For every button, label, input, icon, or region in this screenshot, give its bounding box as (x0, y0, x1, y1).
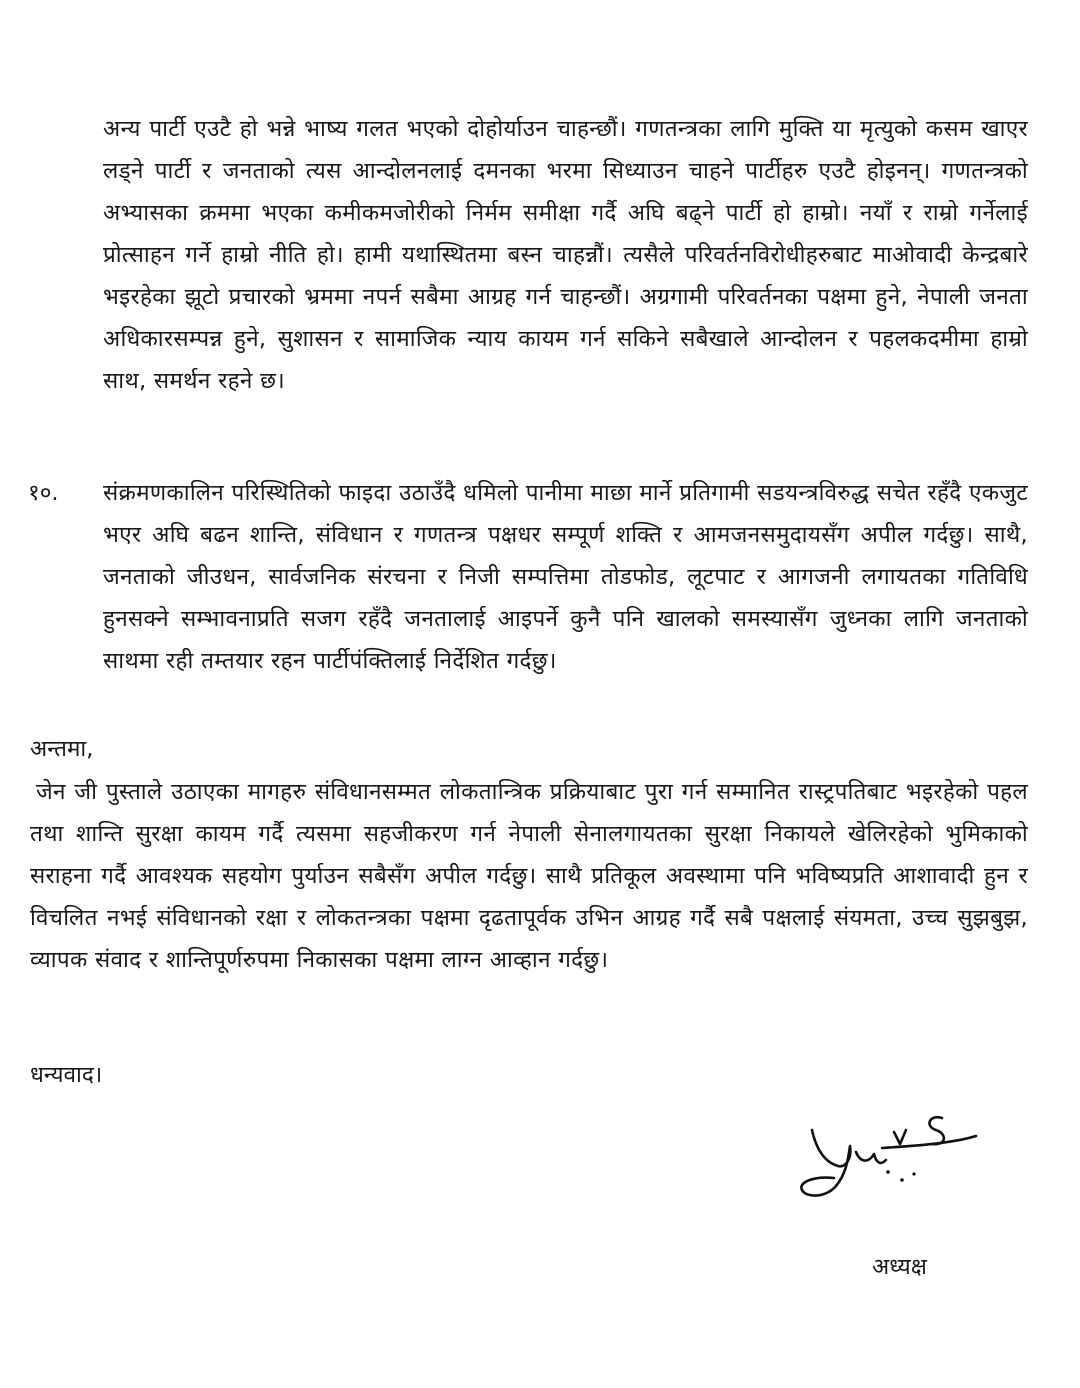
thanks-text: धन्यवाद। (30, 1062, 103, 1088)
closing-heading: अन्तमा, (30, 736, 94, 762)
closing-paragraph: जेन जी पुस्ताले उठाएका मागहरु संविधानसम्मत लोकतान्त्रिक प्रक्रियाबाट पुरा गर्न सम्मानित रास्ट्रपतिबाट भइरहेको पहल तथा शान्ति सुरक्षा कायम गर्दै त्यसमा सहजीकरण गर्न नेपाली सेनालगायतका सुरक्षा निकायले खेलिरहेको भुमिकाको सराहना गर्दै आवश्यक सहयोग पुर्याउन सबैसँग अपील गर्दछु। साथै प्रतिकूल अवस्थामा पनि भविष्यप्रति आशावादी हुन र विचलित नभई संविधानको रक्षा र लोकतन्त्रका पक्षमा दृढतापूर्वक उभिन आग्रह गर्दै सबै पक्षलाई संयमता, उच्च सुझबुझ, व्यापक संवाद र शान्तिपूर्णरुपमा निकासका पक्षमा लाग्न आव्हान गर्दछु। (30, 779, 1028, 973)
item-10-text: संक्रमणकालिन परिस्थितिको फाइदा उठाउँदै धमिलो पानीमा माछा मार्ने प्रतिगामी सडयन्त्रविरुद्ध सचेत रहँदै एकजुट भएर अघि बढन शान्ति, संविधान र गणतन्त्र पक्षधर सम्पूर्ण शक्ति र आमजनसमुदायसँग अपील गर्दछु। साथै, जनताको जीउधन, सार्वजनिक संरचना र निजी सम्पत्तिमा तोडफोड, लूटपाट र आगजनी लगायतका गतिविधि हुनसक्ने सम्भावनाप्रति सजग रहँदै जनतालाई आइपर्ने कुनै पनि खालको समस्यासँग जुध्नका लागि जनताको साथमा रही तम्तयार रहन पार्टीपंक्तिलाई निर्देशित गर्दछु। (103, 480, 1028, 674)
signature-image (790, 1100, 990, 1210)
item-10-number: १०. (28, 480, 59, 506)
continued-paragraph: अन्य पार्टी एउटै हो भन्ने भाष्य गलत भएको दोहोर्याउन चाहन्छौं। गणतन्त्रका लागि मुक्ति या मृत्युको कसम खाएर लड्ने पार्टी र जनताको त्यस आन्दोलनलाई दमनका भरमा सिध्याउन चाहने पार्टीहरु एउटै होइनन्। गणतन्त्रको अभ्यासका क्रममा भएका कमीकमजोरीको निर्मम समीक्षा गर्दै अघि बढ्ने पार्टी हो हाम्रो। नयाँ र राम्रो गर्नेलाई प्रोत्साहन गर्ने हाम्रो नीति हो। हामी यथास्थितमा बस्न चाहन्नौं। त्यसैले परिवर्तनविरोधीहरुबाट माओवादी केन्द्रबारे भइरहेका झूटो प्रचारको भ्रममा नपर्न सबैमा आग्रह गर्न चाहन्छौं। अग्रगामी परिवर्तनका पक्षमा हुने, नेपाली जनता अधिकारसम्पन्न हुने, सुशासन र सामाजिक न्याय कायम गर्न सकिने सबैखाले आन्दोलन र पहलकदमीमा हाम्रो साथ, समर्थन रहने छ। (103, 116, 1028, 394)
designation-text: अध्यक्ष (872, 1254, 927, 1280)
